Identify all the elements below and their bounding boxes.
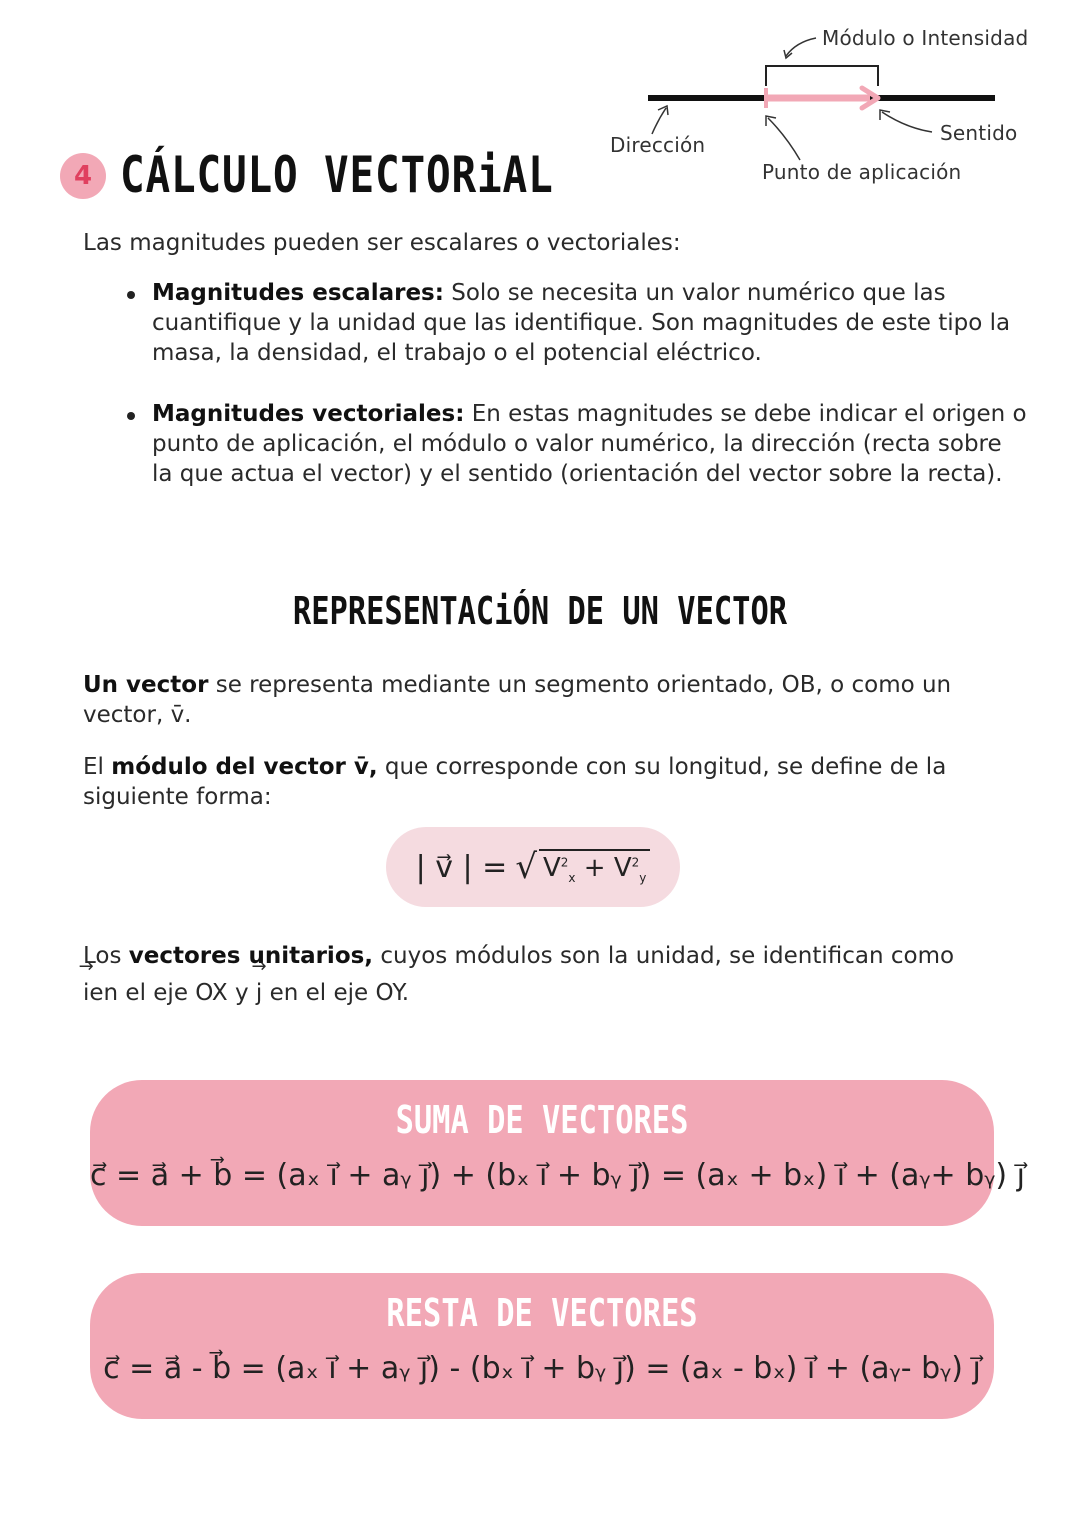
suma-box (90, 1080, 1026, 1226)
representation-title: REPRESENTACiÓN DE UN VECTOR (292, 589, 788, 633)
unit-vector-i: → i (83, 978, 89, 1008)
unit-vectors-bold: vectores unitarios, (128, 943, 374, 969)
bullet-vectoriales (127, 399, 1027, 489)
intro-text: Las magnitudes pueden ser escalares o vectoriales: (83, 230, 681, 256)
suma-formula: c⃗ = a⃗ + b⃗ = (aₓ i⃗ + aᵧ j⃗) + (bₓ i⃗ + bᵧ j⃗) = (aₓ + bₓ) i⃗ + (aᵧ+ bᵧ) j⃗ (90, 1158, 1026, 1193)
modulo-definition (83, 752, 1003, 812)
unit-vectors-line2: → ien el eje OX y → j en el eje OY. (83, 978, 409, 1008)
modulo-definition-text: que corresponde con su longitud, se define de la siguiente forma: (83, 754, 947, 810)
modulo-bracket (766, 66, 878, 86)
text-vectoriales: En estas magnitudes se debe indicar el origen o punto de aplicación, el módulo o valor numérico, la dirección (recta sobre la que actua el vector) y el sentido (orientación del vector sobre la recta). (152, 401, 1027, 487)
vector-definition (83, 670, 983, 730)
magnitudes-list (127, 278, 1027, 520)
label-direccion: Dirección (610, 133, 706, 157)
resta-formula: c⃗ = a⃗ - b⃗ = (aₓ i⃗ + aᵧ j⃗) - (bₓ i⃗ + bᵧ j⃗) = (aₓ - bₓ) i⃗ + (aᵧ- bᵧ) j⃗ (103, 1351, 981, 1386)
suma-title: SUMA DE VECTORES (395, 1098, 689, 1142)
term-vectoriales: Magnitudes vectoriales: (152, 401, 465, 427)
pointer-punto (768, 118, 800, 160)
sqrt-icon: √ (515, 847, 537, 887)
modulo-formula-lhs: | v⃗ | = (415, 849, 508, 885)
label-sentido: Sentido (940, 121, 1018, 145)
page-title: CÁLCULO VECTORiAL (120, 146, 554, 204)
vector-definition-text: se representa mediante un segmento orientado, OB, o como un vector, v̄. (83, 672, 952, 728)
section-number-badge: 4 (60, 153, 106, 199)
modulo-formula-radicand: $V^2_x + V^2_y$ (539, 849, 650, 885)
resta-box (90, 1273, 994, 1419)
unit-vectors-text: Los vectores unitarios, cuyos módulos son la unidad, se identifican como (83, 943, 955, 969)
pointer-sentido (882, 112, 932, 132)
label-modulo: Módulo o Intensidad (822, 26, 1029, 50)
term-escalares: Magnitudes escalares: (152, 280, 444, 306)
modulo-definition-prefix: El (83, 754, 112, 780)
modulo-formula (386, 827, 680, 907)
modulo-definition-bold: módulo del vector v̄, (111, 754, 378, 780)
unit-vector-j: → j (256, 978, 262, 1008)
bullet-escalares (127, 278, 1027, 368)
text-escalares: Solo se necesita un valor numérico que las cuantifique y la unidad que las identifique. Son magnitudes de este tipo la masa, la densidad, el trabajo o el potencial eléctrico. (152, 280, 1011, 366)
resta-title: RESTA DE VECTORES (386, 1291, 698, 1335)
vector-definition-bold: Un vector (83, 672, 209, 698)
pointer-direccion (652, 108, 666, 134)
label-punto-aplicacion: Punto de aplicación (762, 160, 962, 184)
